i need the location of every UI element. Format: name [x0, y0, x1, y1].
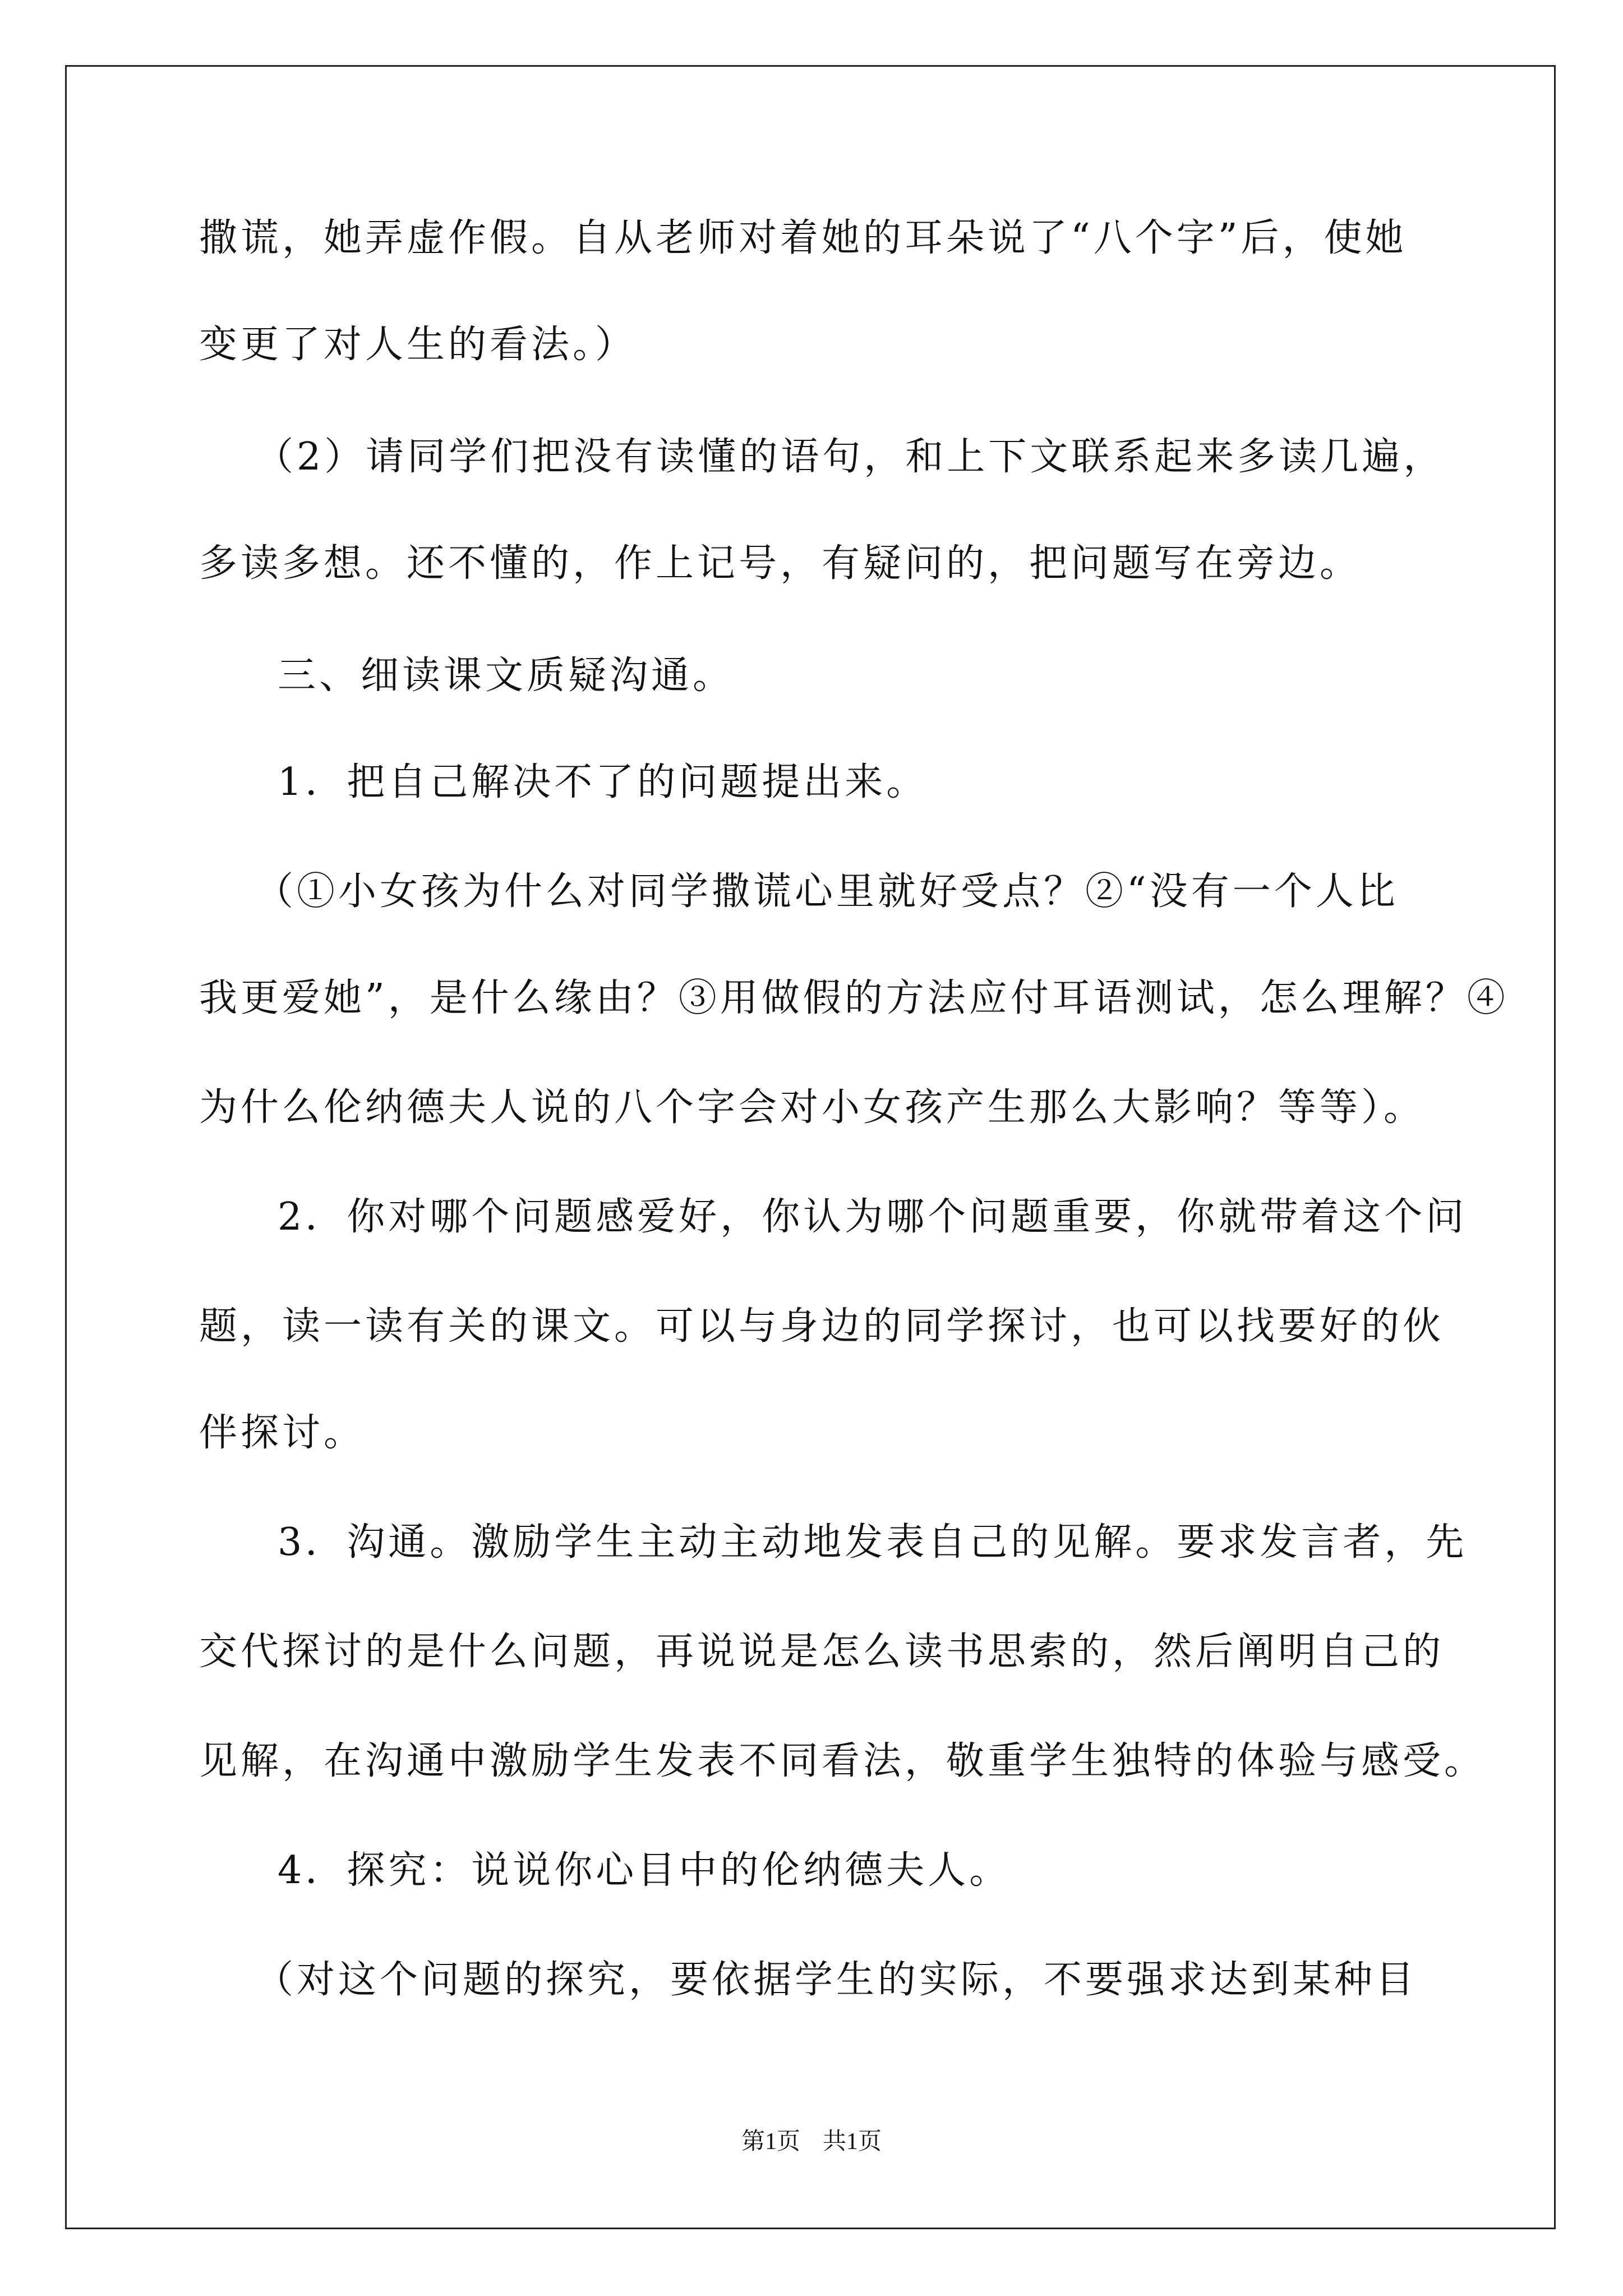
page-number-total: 共1页 [823, 2129, 882, 2155]
text-line: 撒谎，她弄虚作假。自从老师对着她的耳朵说了“八个字”后，使她 [199, 216, 1407, 260]
list-item: 2．你对哪个问题感爱好，你认为哪个问题重要，你就带着这个问 [278, 1195, 1468, 1239]
page-footer [0, 2125, 1623, 2159]
page-border [65, 65, 1556, 2229]
list-item: 3．沟通。激励学生主动主动地发表自己的见解。要求发言者，先 [278, 1520, 1468, 1565]
section-heading: 三、细读课文质疑沟通。 [278, 654, 735, 698]
text-line: 为什么伦纳德夫人说的八个字会对小女孩产生那么大影响？等等）。 [199, 1085, 1426, 1130]
list-item: 1．把自己解决不了的问题提出来。 [278, 760, 928, 804]
page-number-current: 第1页 [741, 2129, 800, 2155]
text-line: （2）请同学们把没有读懂的语句，和上下文联系起来多读几遍， [255, 435, 1445, 479]
text-line: 伴探讨。 [199, 1411, 366, 1455]
text-line: 见解，在沟通中激励学生发表不同看法，敬重学生独特的体验与感受。 [199, 1739, 1486, 1783]
text-line: 变更了对人生的看法。） [199, 323, 637, 367]
text-line: 我更爱她”，是什么缘由？③用做假的方法应付耳语测试，怎么理解？④ [199, 976, 1509, 1020]
text-line: 题，读一读有关的课文。可以与身边的同学探讨，也可以找要好的伙 [199, 1304, 1445, 1349]
text-line: （①小女孩为什么对同学撒谎心里就好受点？②“没有一个人比 [255, 869, 1399, 914]
text-line: 多读多想。还不懂的，作上记号，有疑问的，把问题写在旁边。 [199, 541, 1362, 586]
text-line: 交代探讨的是什么问题，再说说是怎么读书思索的，然后阐明自己的 [199, 1630, 1445, 1674]
list-item: 4．探究：说说你心目中的伦纳德夫人。 [278, 1848, 1011, 1893]
text-line: （对这个问题的探究，要依据学生的实际，不要强求达到某种目 [255, 1958, 1418, 2002]
